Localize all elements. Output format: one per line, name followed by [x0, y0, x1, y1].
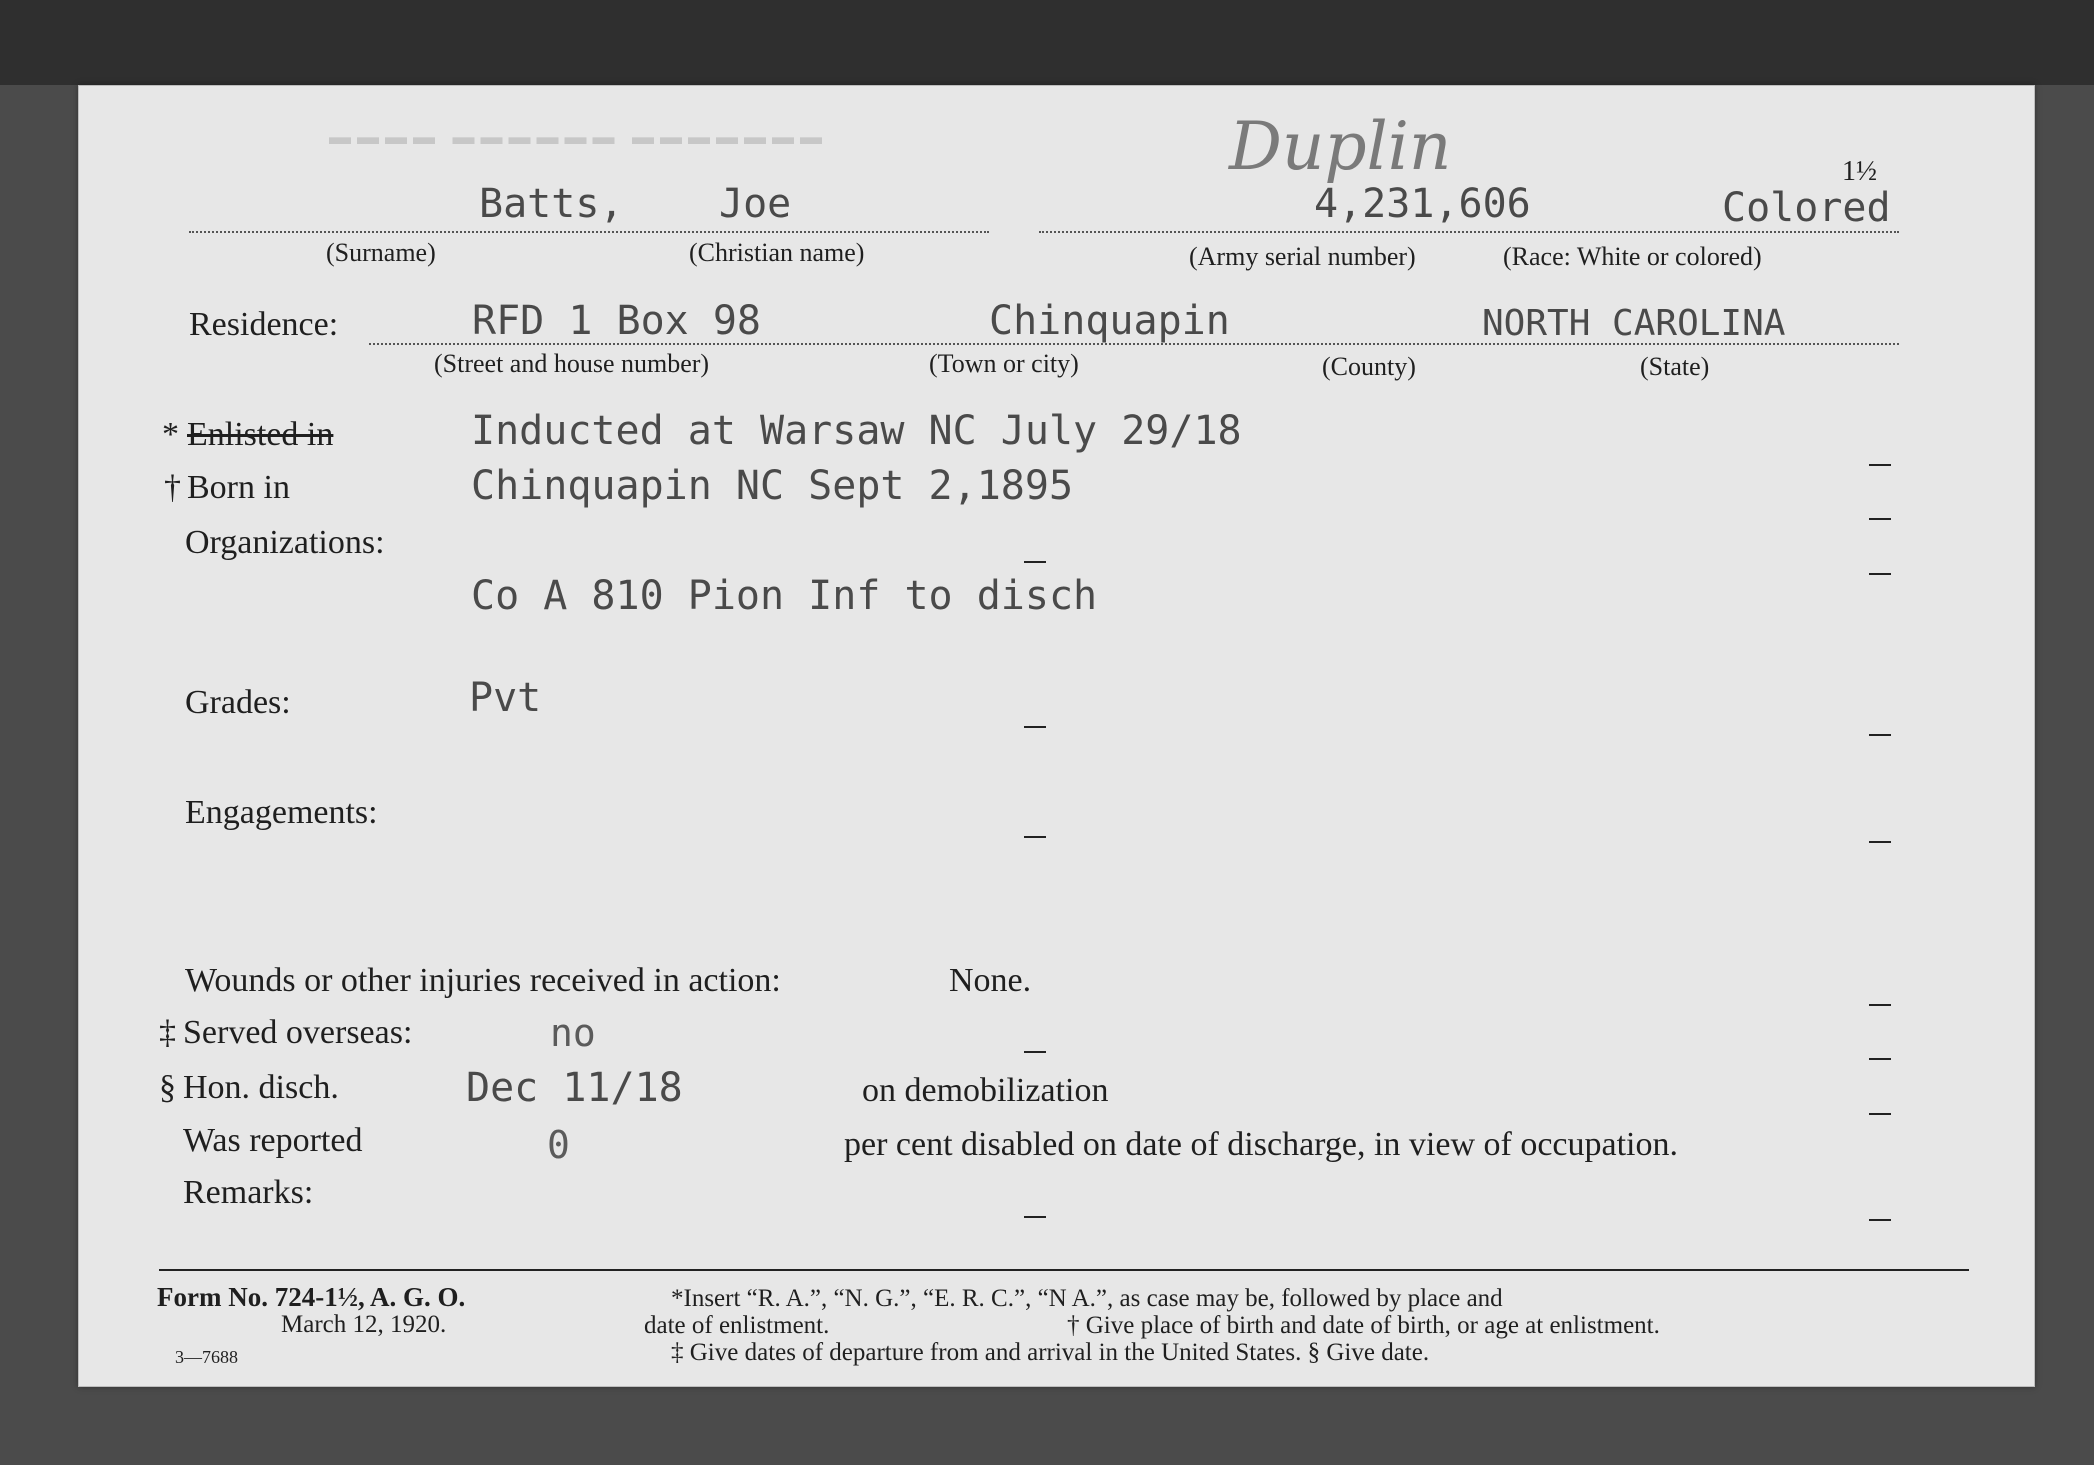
christian-name-value: Joe: [719, 181, 792, 227]
field-dash: [1024, 561, 1046, 563]
race-value: Colored: [1722, 185, 1891, 231]
footnote-birth: † Give place of birth and date of birth, or age at enlistment.: [1067, 1312, 1660, 1339]
discharge-date: Dec 11/18: [466, 1065, 683, 1111]
footnote-enlistment: date of enlistment.: [644, 1312, 830, 1339]
grades-value: Pvt: [469, 675, 542, 721]
residence-state: NORTH CAROLINA: [1482, 303, 1786, 344]
fraction-mark: 1½: [1842, 156, 1877, 187]
organizations-label: Organizations:: [185, 524, 385, 561]
bleed-through-text: ▬▬▬▬ ▬▬▬▬▬▬ ▬▬▬▬▬▬▬: [329, 124, 828, 149]
town-caption: (Town or city): [929, 349, 1079, 378]
field-dash: [1024, 836, 1046, 838]
surname-caption: (Surname): [326, 238, 436, 267]
field-dash: [1869, 1113, 1891, 1115]
christian-caption: (Christian name): [689, 238, 865, 267]
born-mark: †: [164, 469, 181, 506]
serial-line: [1039, 231, 1899, 233]
scanner-background: [0, 0, 2094, 85]
serial-number-value: 4,231,606: [1314, 181, 1531, 227]
discharge-mark: §: [159, 1069, 176, 1106]
field-dash: [1869, 1219, 1891, 1221]
field-dash: [1024, 1216, 1046, 1218]
field-dash: [1024, 726, 1046, 728]
form-date: March 12, 1920.: [281, 1311, 447, 1338]
county-caption: (County): [1322, 352, 1416, 381]
residence-street: RFD 1 Box 98: [472, 298, 761, 344]
overseas-label: Served overseas:: [183, 1014, 413, 1051]
engagements-label: Engagements:: [185, 794, 378, 831]
enlisted-mark: *: [162, 416, 179, 453]
field-dash: [1869, 734, 1891, 736]
enlisted-value: Inducted at Warsaw NC July 29/18: [471, 408, 1242, 454]
street-caption: (Street and house number): [434, 349, 710, 378]
residence-line: [369, 343, 1899, 345]
name-line: [189, 231, 989, 233]
discharge-text: on demobilization: [862, 1072, 1109, 1109]
overseas-value: no: [550, 1011, 596, 1055]
footnote-overseas: ‡ Give dates of departure from and arrival in the United States. § Give date.: [671, 1339, 1430, 1366]
reported-label: Was reported: [183, 1122, 363, 1159]
handwritten-county: Duplin: [1229, 108, 1452, 185]
field-dash: [1869, 1004, 1891, 1006]
state-caption: (State): [1640, 352, 1710, 381]
race-caption: (Race: White or colored): [1503, 242, 1762, 271]
born-label: Born in: [187, 469, 290, 506]
discharge-label: Hon. disch.: [183, 1069, 339, 1106]
field-dash: [1869, 464, 1891, 466]
residence-town: Chinquapin: [989, 298, 1230, 344]
form-number: Form No. 724-1½, A. G. O.: [157, 1282, 466, 1312]
field-dash: [1869, 1058, 1891, 1060]
grades-label: Grades:: [185, 684, 291, 721]
remarks-label: Remarks:: [183, 1174, 314, 1211]
enlisted-label: Enlisted in: [187, 416, 334, 453]
surname-value: Batts,: [479, 181, 624, 227]
print-code: 3—7688: [175, 1347, 238, 1367]
reported-text: per cent disabled on date of discharge, in view of occupation.: [844, 1126, 1678, 1163]
footnote-insert: *Insert “R. A.”, “N. G.”, “E. R. C.”, “N A.”, as case may be, followed by place and: [671, 1285, 1503, 1312]
field-dash: [1869, 841, 1891, 843]
footer-rule: [159, 1269, 1969, 1271]
field-dash: [1024, 1051, 1046, 1053]
reported-percent: 0: [547, 1123, 570, 1167]
wounds-value: None.: [949, 962, 1032, 999]
service-record-card: [78, 85, 2035, 1387]
field-dash: [1869, 573, 1891, 575]
residence-label: Residence:: [189, 306, 339, 343]
serial-caption: (Army serial number): [1189, 242, 1416, 271]
wounds-label: Wounds or other injuries received in action:: [185, 962, 781, 999]
born-value: Chinquapin NC Sept 2,1895: [471, 463, 1074, 509]
field-dash: [1869, 518, 1891, 520]
organizations-value: Co A 810 Pion Inf to disch: [471, 573, 1098, 619]
overseas-mark: ‡: [159, 1014, 176, 1051]
